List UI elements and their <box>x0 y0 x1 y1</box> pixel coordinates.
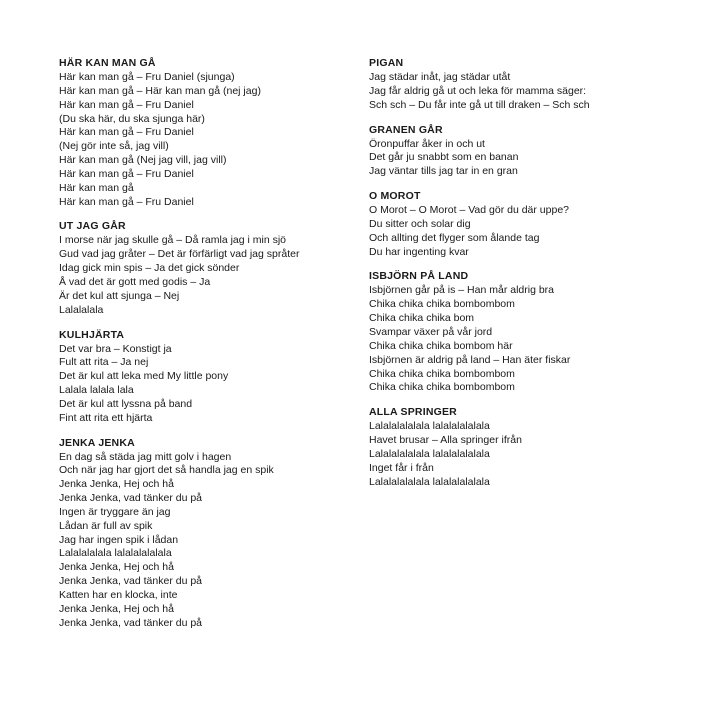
lyric-line: Jenka Jenka, vad tänker du på <box>59 492 203 505</box>
lyric-line: Å vad det är gott med godis – Ja <box>59 275 211 288</box>
song-lyrics <box>369 138 669 180</box>
song-block-pigan <box>369 56 669 113</box>
lyric-line: Här kan man gå – Fru Daniel <box>59 126 194 139</box>
lyric-line: Katten har en klocka, inte <box>59 589 178 601</box>
song-title: JENKA JENKA <box>59 436 135 449</box>
lyric-line: Idag gick min spis – Ja det gick sönder <box>59 262 240 275</box>
lyric-line: Här kan man gå (Nej jag vill, jag vill) <box>59 154 227 167</box>
lyric-line: Lalalalala <box>59 303 104 316</box>
song-block-jenka-jenka <box>59 436 349 631</box>
lyric-line: Jag har ingen spik i lådan <box>59 533 179 546</box>
lyric-line: Du sitter och solar dig <box>369 217 471 230</box>
song-title: ISBJÖRN PÅ LAND <box>369 270 469 283</box>
lyric-line: Lalalalalalala lalalalalalala <box>369 420 490 433</box>
lyric-line: Jenka Jenka, Hej och hå <box>59 478 174 491</box>
lyric-line: Fint att rita ett hjärta <box>59 411 153 424</box>
song-title: O MOROT <box>369 190 421 203</box>
lyric-line: Lalalalalalala lalalalalalala <box>369 475 490 488</box>
lyric-line: Chika chika chika bombombom <box>369 381 515 394</box>
lyric-line: I morse när jag skulle gå – Då ramla jag i min sjö <box>59 234 287 247</box>
lyric-line: Jenka Jenka, Hej och hå <box>59 602 174 615</box>
lyric-line: Jenka Jenka, Hej och hå <box>59 561 174 574</box>
lyric-line: Chika chika chika bombombom <box>369 367 515 380</box>
lyric-line: Det var bra – Konstigt ja <box>59 342 172 355</box>
song-lyrics <box>59 234 349 317</box>
lyric-line: Det är kul att leka med My little pony <box>59 370 229 383</box>
lyric-line: Jag väntar tills jag tar in en gran <box>369 165 518 178</box>
lyric-line: Chika chika chika bombom här <box>369 339 513 352</box>
lyric-line: Jenka Jenka, vad tänker du på <box>59 575 203 588</box>
lyric-line: (Du ska här, du ska sjunga här) <box>59 112 205 125</box>
song-block-har-kan-man-ga <box>59 56 349 209</box>
lyric-line: Det är kul att lyssna på band <box>59 397 193 410</box>
lyric-line: Här kan man gå – Fru Daniel <box>59 195 194 208</box>
lyric-line: Isbjörnen går på is – Han mår aldrig bra <box>369 284 555 297</box>
lyric-line: Chika chika chika bom <box>369 312 475 325</box>
lyric-line: (Nej gör inte så, jag vill) <box>59 140 169 153</box>
lyric-line: Och när jag har gjort det så handla jag en spik <box>59 464 274 477</box>
lyric-line: Här kan man gå – Fru Daniel <box>59 167 194 180</box>
lyric-line: Svampar växer på vår jord <box>369 325 493 338</box>
song-block-granen-gar <box>369 123 669 180</box>
lyric-line: Chika chika chika bombombom <box>369 298 515 311</box>
song-title: HÄR KAN MAN GÅ <box>59 57 156 69</box>
lyric-line: Öronpuffar åker in och ut <box>369 137 485 150</box>
lyric-line: Gud vad jag gråter – Det är förfärligt vad jag språter <box>59 248 300 261</box>
lyric-line: Jenka Jenka, vad tänker du på <box>59 616 203 629</box>
lyric-line: O Morot – O Morot – Vad gör du där uppe? <box>369 204 569 217</box>
song-lyrics <box>369 204 669 259</box>
lyric-line: Havet brusar – Alla springer ifrån <box>369 434 522 447</box>
song-lyrics <box>369 420 669 489</box>
lyric-line: Jag städar inåt, jag städar utåt <box>369 71 511 83</box>
song-lyrics <box>59 343 349 426</box>
right-column <box>369 56 669 499</box>
song-title: ALLA SPRINGER <box>369 406 457 419</box>
song-title: UT JAG GÅR <box>59 220 126 233</box>
lyric-line: Här kan man gå – Här kan man gå (nej jag) <box>59 84 261 97</box>
song-lyrics <box>369 284 669 395</box>
lyric-line: En dag så städa jag mitt golv i hagen <box>59 450 232 463</box>
lyric-line: Här kan man gå – Fru Daniel (sjunga) <box>59 71 235 83</box>
lyric-line: Här kan man gå – Fru Daniel <box>59 98 194 111</box>
song-lyrics <box>59 451 349 631</box>
song-title: PIGAN <box>369 57 404 69</box>
song-lyrics <box>59 71 349 209</box>
lyric-line: Jag får aldrig gå ut och leka för mamma säger: <box>369 84 587 97</box>
lyric-line: Fult att rita – Ja nej <box>59 356 149 369</box>
song-title: GRANEN GÅR <box>369 123 443 136</box>
song-block-ut-jag-gar <box>59 219 349 317</box>
song-lyrics <box>369 71 669 113</box>
lyric-line: Här kan man gå <box>59 181 134 194</box>
lyric-line: Isbjörnen är aldrig på land – Han äter fiskar <box>369 353 571 366</box>
song-block-o-morot <box>369 189 669 259</box>
left-column <box>59 56 349 641</box>
lyric-line: Lalalalalalala lalalalalalala <box>369 447 490 460</box>
lyric-line: Inget får i från <box>369 461 434 474</box>
lyric-line: Och allting det flyger som ålande tag <box>369 231 540 244</box>
song-block-isbjorn-pa-land <box>369 269 669 395</box>
song-title: KULHJÄRTA <box>59 328 125 341</box>
lyric-line: Lalalalalala lalalalalalala <box>59 547 172 560</box>
lyric-line: Du har ingenting kvar <box>369 245 469 258</box>
lyric-line: Är det kul att sjunga – Nej <box>59 289 180 302</box>
song-block-alla-springer <box>369 405 669 489</box>
lyric-line: Sch sch – Du får inte gå ut till draken – Sch sch <box>369 98 590 111</box>
lyric-line: Lalala lalala lala <box>59 384 134 397</box>
lyric-line: Ingen är tryggare än jag <box>59 505 171 518</box>
song-block-kulhjarta <box>59 328 349 426</box>
lyric-line: Det går ju snabbt som en banan <box>369 151 519 164</box>
lyric-line: Lådan är full av spik <box>59 519 153 532</box>
